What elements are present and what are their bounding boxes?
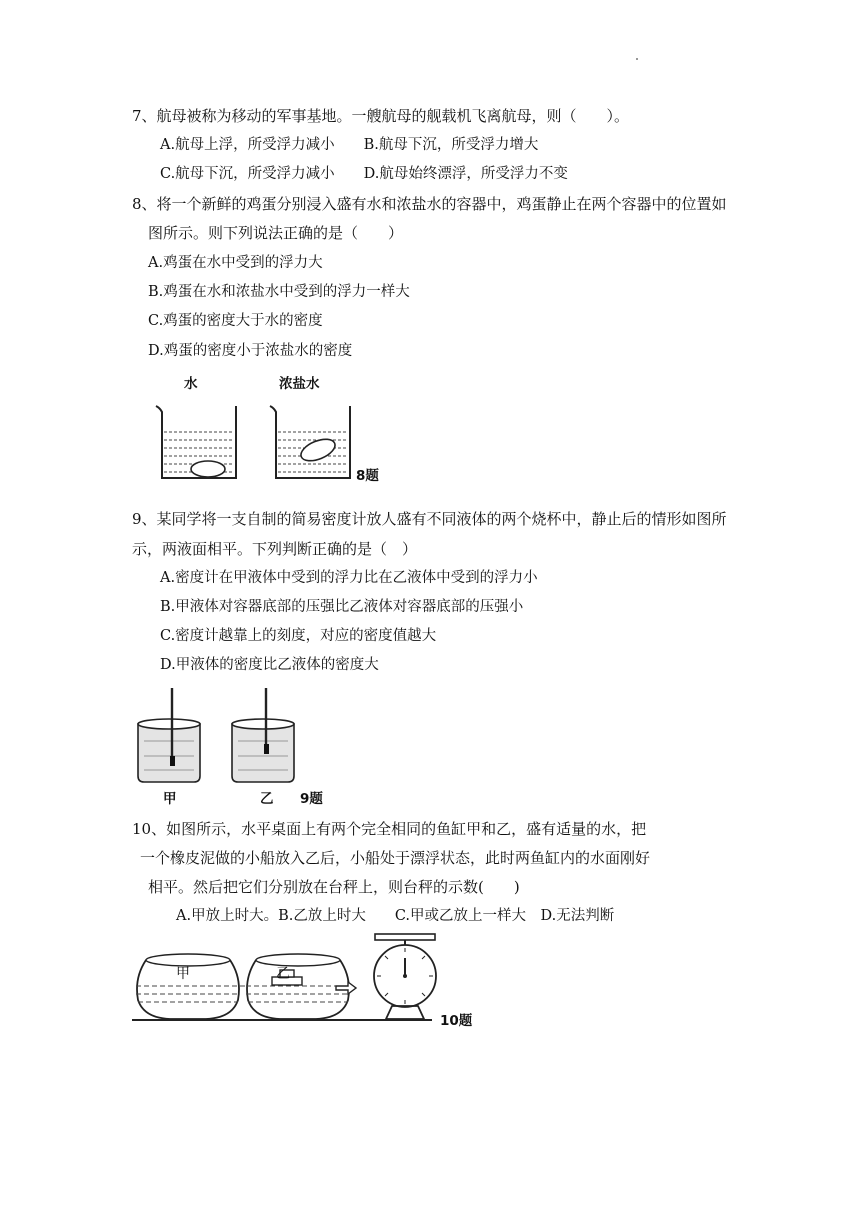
q10-options: A.甲放上时大。B.乙放上时大 C.甲或乙放上一样大 D.无法判断 (176, 908, 615, 924)
q10-stem-line3: 相平。然后把它们分别放在台秤上，则台秤的示数( ) (148, 878, 520, 896)
q7-options-cd: C.航母下沉，所受浮力减小 D.航母始终漂浮，所受浮力不变 (160, 166, 568, 182)
q7-options-ab: A.航母上浮，所受浮力减小 B.航母下沉，所受浮力增大 (160, 137, 539, 153)
q8-option-d: D.鸡蛋的密度小于浓盐水的密度 (148, 343, 353, 359)
beaker-brine (270, 406, 350, 478)
arrow-right-icon (336, 982, 356, 994)
egg-in-water (191, 461, 225, 477)
q7-stem: 7、航母被称为移动的军事基地。一艘航母的舰载机飞离航母，则（ ）。 (132, 107, 630, 125)
fig9-caption: 9题 (300, 791, 323, 807)
q9-stem-line2: 示，两液面相平。下列判断正确的是（ ） (132, 540, 418, 558)
fig10-caption: 10题 (440, 1013, 473, 1029)
egg-in-brine (298, 435, 338, 465)
fig8-label-water: 水 (184, 376, 198, 392)
beaker-yi (232, 724, 294, 782)
q8-stem-line2: 图所示。则下列说法正确的是（ ） (148, 224, 404, 242)
q8-option-c: C.鸡蛋的密度大于水的密度 (148, 313, 323, 329)
fig10-label-jia: 甲 (176, 966, 190, 982)
fig10-label-yi: 乙 (276, 966, 290, 982)
q8-option-b: B.鸡蛋在水和浓盐水中受到的浮力一样大 (148, 284, 410, 300)
q9-option-b: B.甲液体对容器底部的压强比乙液体对容器底部的压强小 (160, 599, 524, 615)
scale-pan (375, 934, 435, 940)
fig9-label-yi: 乙 (260, 791, 274, 807)
q9-option-c: C.密度计越靠上的刻度，对应的密度值越大 (160, 628, 437, 644)
q9-option-d: D.甲液体的密度比乙液体的密度大 (160, 657, 379, 673)
fig9-label-jia: 甲 (163, 791, 177, 807)
beaker-jia (138, 724, 200, 782)
q8-stem-line1: 8、将一个新鲜的鸡蛋分别浸入盛有水和浓盐水的容器中，鸡蛋静止在两个容器中的位置如 (132, 195, 727, 213)
q10-stem-line1: 10、如图所示，水平桌面上有两个完全相同的鱼缸甲和乙，盛有适量的水，把 (132, 820, 647, 838)
fig8-caption: 8题 (356, 468, 379, 484)
fig8-label-brine: 浓盐水 (279, 376, 320, 392)
figure-9-hydrometers (130, 686, 330, 786)
q9-stem-line1: 9、某同学将一支自制的简易密度计放人盛有不同液体的两个烧杯中，静止后的情形如图所 (132, 510, 727, 528)
q8-option-a: A.鸡蛋在水中受到的浮力大 (148, 255, 323, 271)
figure-9-drawing (130, 686, 330, 786)
q9-option-a: A.密度计在甲液体中受到的浮力比在乙液体中受到的浮力小 (160, 570, 538, 586)
fish-tank-yi (247, 960, 349, 1019)
q10-stem-line2: 一个橡皮泥做的小船放入乙后，小船处于漂浮状态，此时两鱼缸内的水面刚好 (140, 849, 651, 867)
page-dot (636, 58, 638, 60)
